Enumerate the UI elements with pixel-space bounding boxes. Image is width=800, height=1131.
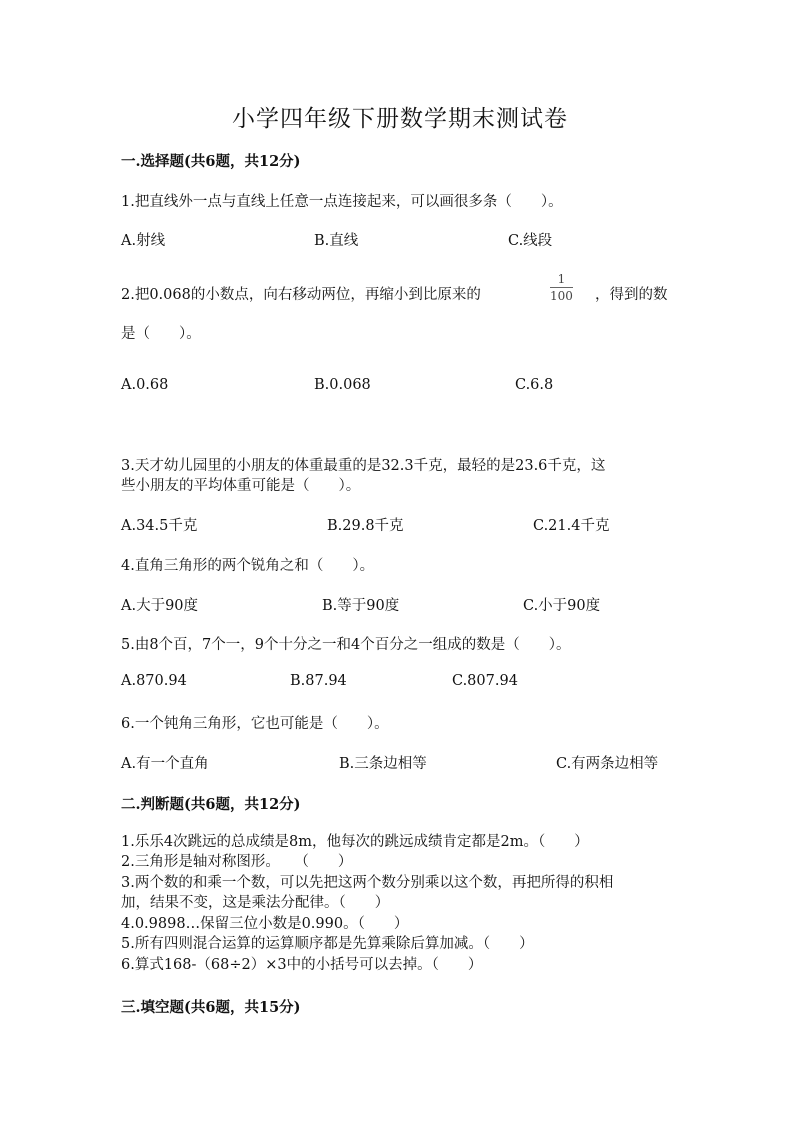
question-4: 4.直角三角形的两个锐角之和（ ）。 <box>121 558 375 574</box>
question-1: 1.把直线外一点与直线上任意一点连接起来，可以画很多条（ ）。 <box>121 194 563 210</box>
question-1-option-b: B.直线 <box>314 233 359 249</box>
question-4-option-a: A.大于90度 <box>121 598 199 614</box>
section-heading-fill-in: 三.填空题(共6题，共15分) <box>121 999 301 1016</box>
question-2-option-b: B.0.068 <box>314 377 371 393</box>
question-2-line-1 <box>121 283 481 304</box>
question-3-line-1: 3.天才幼儿园里的小朋友的体重最重的是32.3千克，最轻的是23.6千克，这 <box>121 458 606 474</box>
question-5-option-b: B.87.94 <box>290 673 347 689</box>
question-5-option-c: C.807.94 <box>452 673 518 689</box>
question-6: 6.一个钝角三角形，它也可能是（ ）。 <box>121 716 389 732</box>
section-heading-choice: 一.选择题(共6题，共12分) <box>121 153 301 170</box>
page-title: 小学四年级下册数学期末测试卷 <box>232 106 568 132</box>
fraction-numerator: 1 <box>550 272 573 288</box>
section-heading-true-false: 二.判断题(共6题，共12分) <box>121 796 301 813</box>
question-3-option-b: B.29.8千克 <box>327 518 404 534</box>
question-3-line-2: 些小朋友的平均体重可能是（ ）。 <box>121 478 361 494</box>
question-5-option-a: A.870.94 <box>121 673 187 689</box>
tf-question-line: 加，结果不变，这是乘法分配律。（ ） <box>121 895 390 911</box>
fraction-denominator: 100 <box>550 289 573 303</box>
question-2-fraction <box>550 272 573 304</box>
question-2-option-a: A.0.68 <box>121 377 169 393</box>
question-4-option-b: B.等于90度 <box>322 598 400 614</box>
question-2-option-c: C.6.8 <box>515 377 554 393</box>
tf-question-line: 4.0.9898…保留三位小数是0.990。（ ） <box>121 916 409 932</box>
tf-question-line: 3.两个数的和乘一个数，可以先把这两个数分别乘以这个数，再把所得的积相 <box>121 875 614 891</box>
tf-question-line: 5.所有四则混合运算的运算顺序都是先算乘除后算加减。（ ） <box>121 936 534 952</box>
question-2-text-before: 2.把0.068的小数点，向右移动两位，再缩小到比原来的 <box>121 287 481 303</box>
question-3-option-c: C.21.4千克 <box>533 518 610 534</box>
question-4-option-c: C.小于90度 <box>523 598 601 614</box>
question-6-option-b: B.三条边相等 <box>339 756 427 772</box>
question-2-line-2: 是（ ）。 <box>121 326 201 342</box>
question-1-option-a: A.射线 <box>121 233 166 249</box>
tf-question-line: 2.三角形是轴对称图形。 （ ） <box>121 854 353 870</box>
question-5: 5.由8个百，7个一，9个十分之一和4个百分之一组成的数是（ ）。 <box>121 637 571 653</box>
question-1-option-c: C.线段 <box>508 233 553 249</box>
question-6-option-a: A.有一个直角 <box>121 756 209 772</box>
tf-question-line: 1.乐乐4次跳远的总成绩是8m，他每次的跳远成绩肯定都是2m。（ ） <box>121 834 589 850</box>
question-3-option-a: A.34.5千克 <box>121 518 198 534</box>
tf-question-line: 6.算式168-（68÷2）×3中的小括号可以去掉。（ ） <box>121 957 483 973</box>
question-6-option-c: C.有两条边相等 <box>556 756 659 772</box>
question-2-text-after: ，得到的数 <box>595 287 668 303</box>
